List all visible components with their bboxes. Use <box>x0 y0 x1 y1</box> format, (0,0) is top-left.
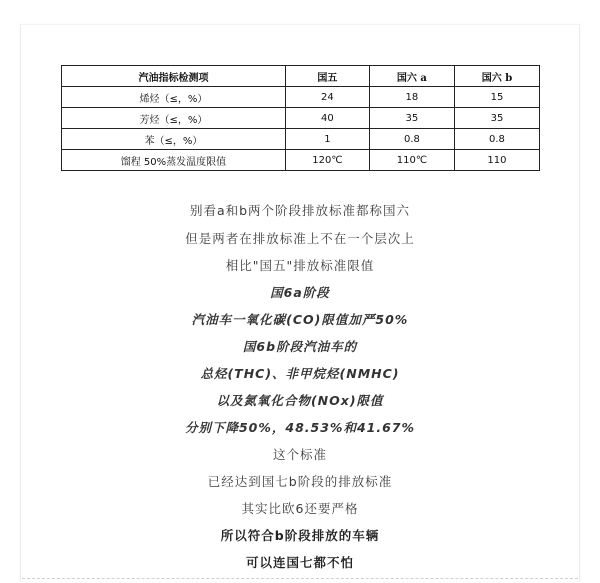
paragraph-line: 相比"国五"排放标准限值 <box>225 258 375 273</box>
cell-value: 15 <box>454 87 539 108</box>
table-row <box>62 129 540 150</box>
paragraph-line: 所以符合b阶段排放的车辆 <box>220 528 380 543</box>
header-item: 汽油指标检测项 <box>62 66 286 87</box>
paragraph-line: 但是两者在排放标准上不在一个层次上 <box>185 231 415 246</box>
paragraph-line: 已经达到国七b阶段的排放标准 <box>207 474 393 489</box>
paragraph-line: 国6a阶段 <box>270 285 330 300</box>
paragraph-line: 别看a和b两个阶段排放标准都称国六 <box>189 203 411 218</box>
cell-value: 120℃ <box>285 150 369 171</box>
cell-value: 24 <box>285 87 369 108</box>
paragraph-line: 汽油车一氧化碳(CO)限值加严50% <box>191 312 409 327</box>
header-guo6a: 国六 a <box>369 66 454 87</box>
cell-value: 1 <box>285 129 369 150</box>
paragraph-line: 可以连国七都不怕 <box>245 555 354 570</box>
cell-value: 0.8 <box>369 129 454 150</box>
paragraph-line: 以及氮氧化合物(NOx)限值 <box>216 393 384 408</box>
paragraph-line: 国6b阶段汽油车的 <box>242 339 358 354</box>
cell-item: 苯（≤，%） <box>62 129 286 150</box>
cell-value: 40 <box>285 108 369 129</box>
table-row <box>62 87 540 108</box>
table-header-row <box>62 66 540 87</box>
header-guo6b: 国六 b <box>454 66 539 87</box>
paragraph-line: 这个标准 <box>272 447 327 462</box>
gasoline-spec-table <box>61 65 540 171</box>
cell-value: 35 <box>454 108 539 129</box>
header-guo5: 国五 <box>285 66 369 87</box>
cell-value: 110 <box>454 150 539 171</box>
cell-item: 芳烃（≤，%） <box>62 108 286 129</box>
table-row <box>62 150 540 171</box>
bottom-divider <box>22 578 578 579</box>
table-row <box>62 108 540 129</box>
cell-value: 18 <box>369 87 454 108</box>
cell-value: 0.8 <box>454 129 539 150</box>
cell-item: 馏程 50%蒸发温度限值 <box>62 150 286 171</box>
paragraph-line: 总烃(THC)、非甲烷烃(NMHC) <box>200 366 400 381</box>
cell-item: 烯烃（≤，%） <box>62 87 286 108</box>
cell-value: 35 <box>369 108 454 129</box>
cell-value: 110℃ <box>369 150 454 171</box>
paragraph-line: 其实比欧6还要严格 <box>241 501 359 516</box>
paragraph-line: 分别下降50%，48.53%和41.67% <box>184 420 416 435</box>
